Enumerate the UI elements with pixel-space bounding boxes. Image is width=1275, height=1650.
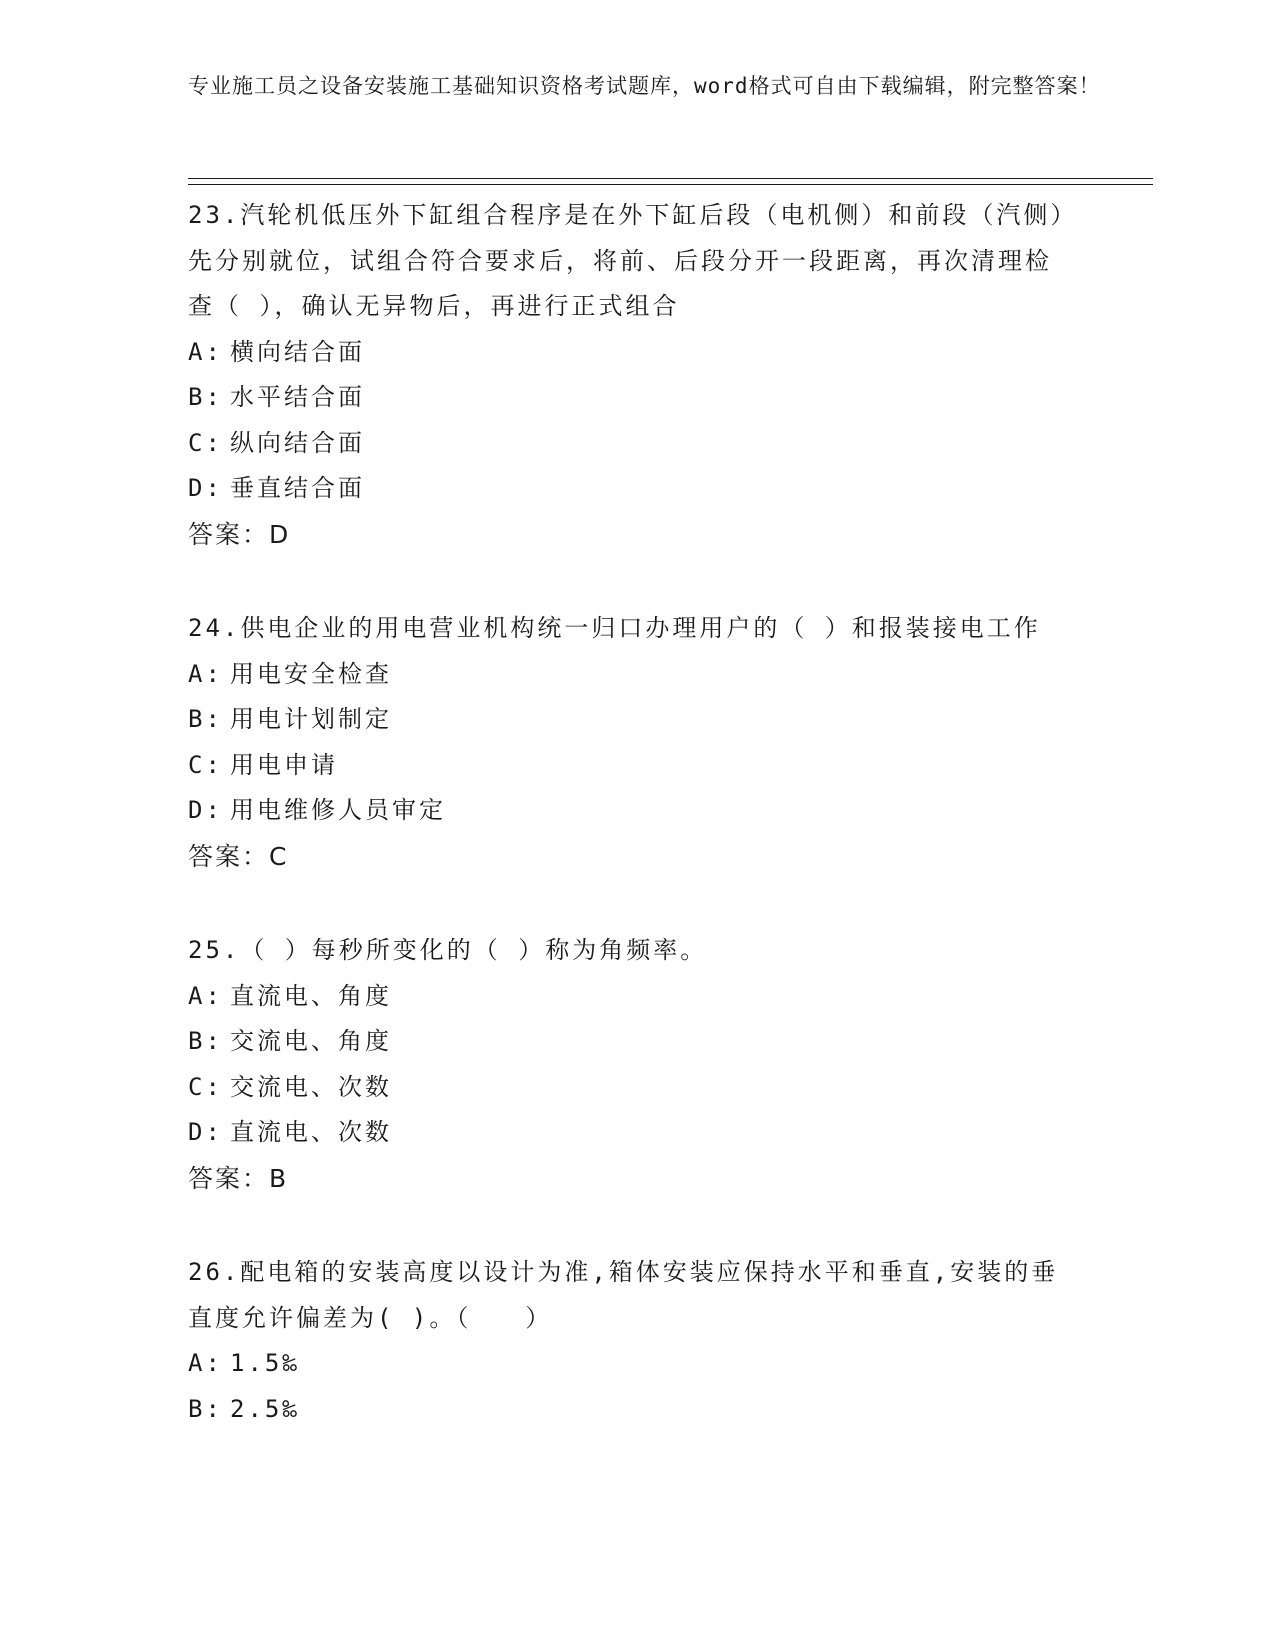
answer-line: 答案：B bbox=[188, 1163, 289, 1193]
option-text: 直流电、角度 bbox=[230, 981, 392, 1010]
question-26 bbox=[188, 1250, 1153, 1432]
option-text: 用电计划制定 bbox=[230, 705, 392, 733]
question-text: 25.（ ）每秒所变化的（ ）称为角频率。 bbox=[188, 936, 708, 964]
option-text: 直流电、次数 bbox=[230, 1118, 392, 1146]
option-b bbox=[188, 375, 1153, 421]
option-c bbox=[188, 421, 1153, 467]
option-key: C: bbox=[188, 428, 223, 457]
option-b bbox=[188, 1019, 1153, 1065]
option-text: 纵向结合面 bbox=[230, 428, 365, 457]
option-a bbox=[188, 1341, 1153, 1387]
option-text: 交流电、次数 bbox=[230, 1072, 392, 1101]
option-d bbox=[188, 788, 1153, 834]
question-text: 23.汽轮机低压外下缸组合程序是在外下缸后段（电机侧）和前段（汽侧）先分别就位，试组合符合要求后，将前、后段分开一段距离，再次清理检查（ ），确认无异物后，再进行正式组合 bbox=[188, 201, 1066, 320]
question-list bbox=[188, 193, 1153, 1432]
option-key: A: bbox=[188, 1349, 223, 1377]
option-key: B: bbox=[188, 705, 223, 733]
option-c bbox=[188, 743, 1153, 789]
option-a bbox=[188, 652, 1153, 698]
option-b bbox=[188, 1387, 1153, 1433]
option-text: 交流电、角度 bbox=[230, 1027, 392, 1055]
answer-line: 答案：D bbox=[188, 519, 291, 549]
question-24 bbox=[188, 606, 1153, 879]
option-text: 垂直结合面 bbox=[230, 474, 365, 502]
option-key: B: bbox=[188, 1394, 223, 1423]
option-text: 用电安全检查 bbox=[230, 659, 392, 688]
question-text: 24.供电企业的用电营业机构统一归口办理用户的（ ）和报装接电工作 bbox=[188, 614, 1041, 642]
option-key: B: bbox=[188, 1027, 223, 1055]
option-key: D: bbox=[188, 1118, 223, 1146]
option-key: C: bbox=[188, 750, 223, 779]
option-d bbox=[188, 1110, 1153, 1156]
option-text: 用电维修人员审定 bbox=[230, 796, 446, 824]
option-key: B: bbox=[188, 383, 223, 411]
document-page bbox=[188, 70, 1153, 1481]
option-text: 水平结合面 bbox=[230, 383, 365, 411]
question-23 bbox=[188, 193, 1153, 557]
option-a bbox=[188, 330, 1153, 376]
option-text: 用电申请 bbox=[230, 750, 338, 779]
option-key: D: bbox=[188, 474, 223, 502]
option-key: A: bbox=[188, 337, 223, 366]
option-text: 横向结合面 bbox=[230, 337, 365, 366]
option-b bbox=[188, 697, 1153, 743]
option-text: 1.5‰ bbox=[230, 1349, 300, 1377]
option-key: A: bbox=[188, 981, 223, 1010]
question-text: 26.配电箱的安装高度以设计为准,箱体安装应保持水平和垂直,安装的垂直度允许偏差为( )。（ ） bbox=[188, 1258, 1059, 1332]
option-a bbox=[188, 974, 1153, 1020]
question-25 bbox=[188, 928, 1153, 1201]
header-divider bbox=[188, 178, 1153, 185]
option-text: 2.5‰ bbox=[230, 1394, 300, 1423]
option-d bbox=[188, 466, 1153, 512]
answer-line: 答案：C bbox=[188, 841, 289, 871]
option-c bbox=[188, 1065, 1153, 1111]
document-header: 专业施工员之设备安装施工基础知识资格考试题库，word格式可自由下载编辑，附完整答案！ bbox=[188, 74, 1101, 98]
option-key: D: bbox=[188, 796, 223, 824]
option-key: C: bbox=[188, 1072, 223, 1101]
option-key: A: bbox=[188, 659, 223, 688]
